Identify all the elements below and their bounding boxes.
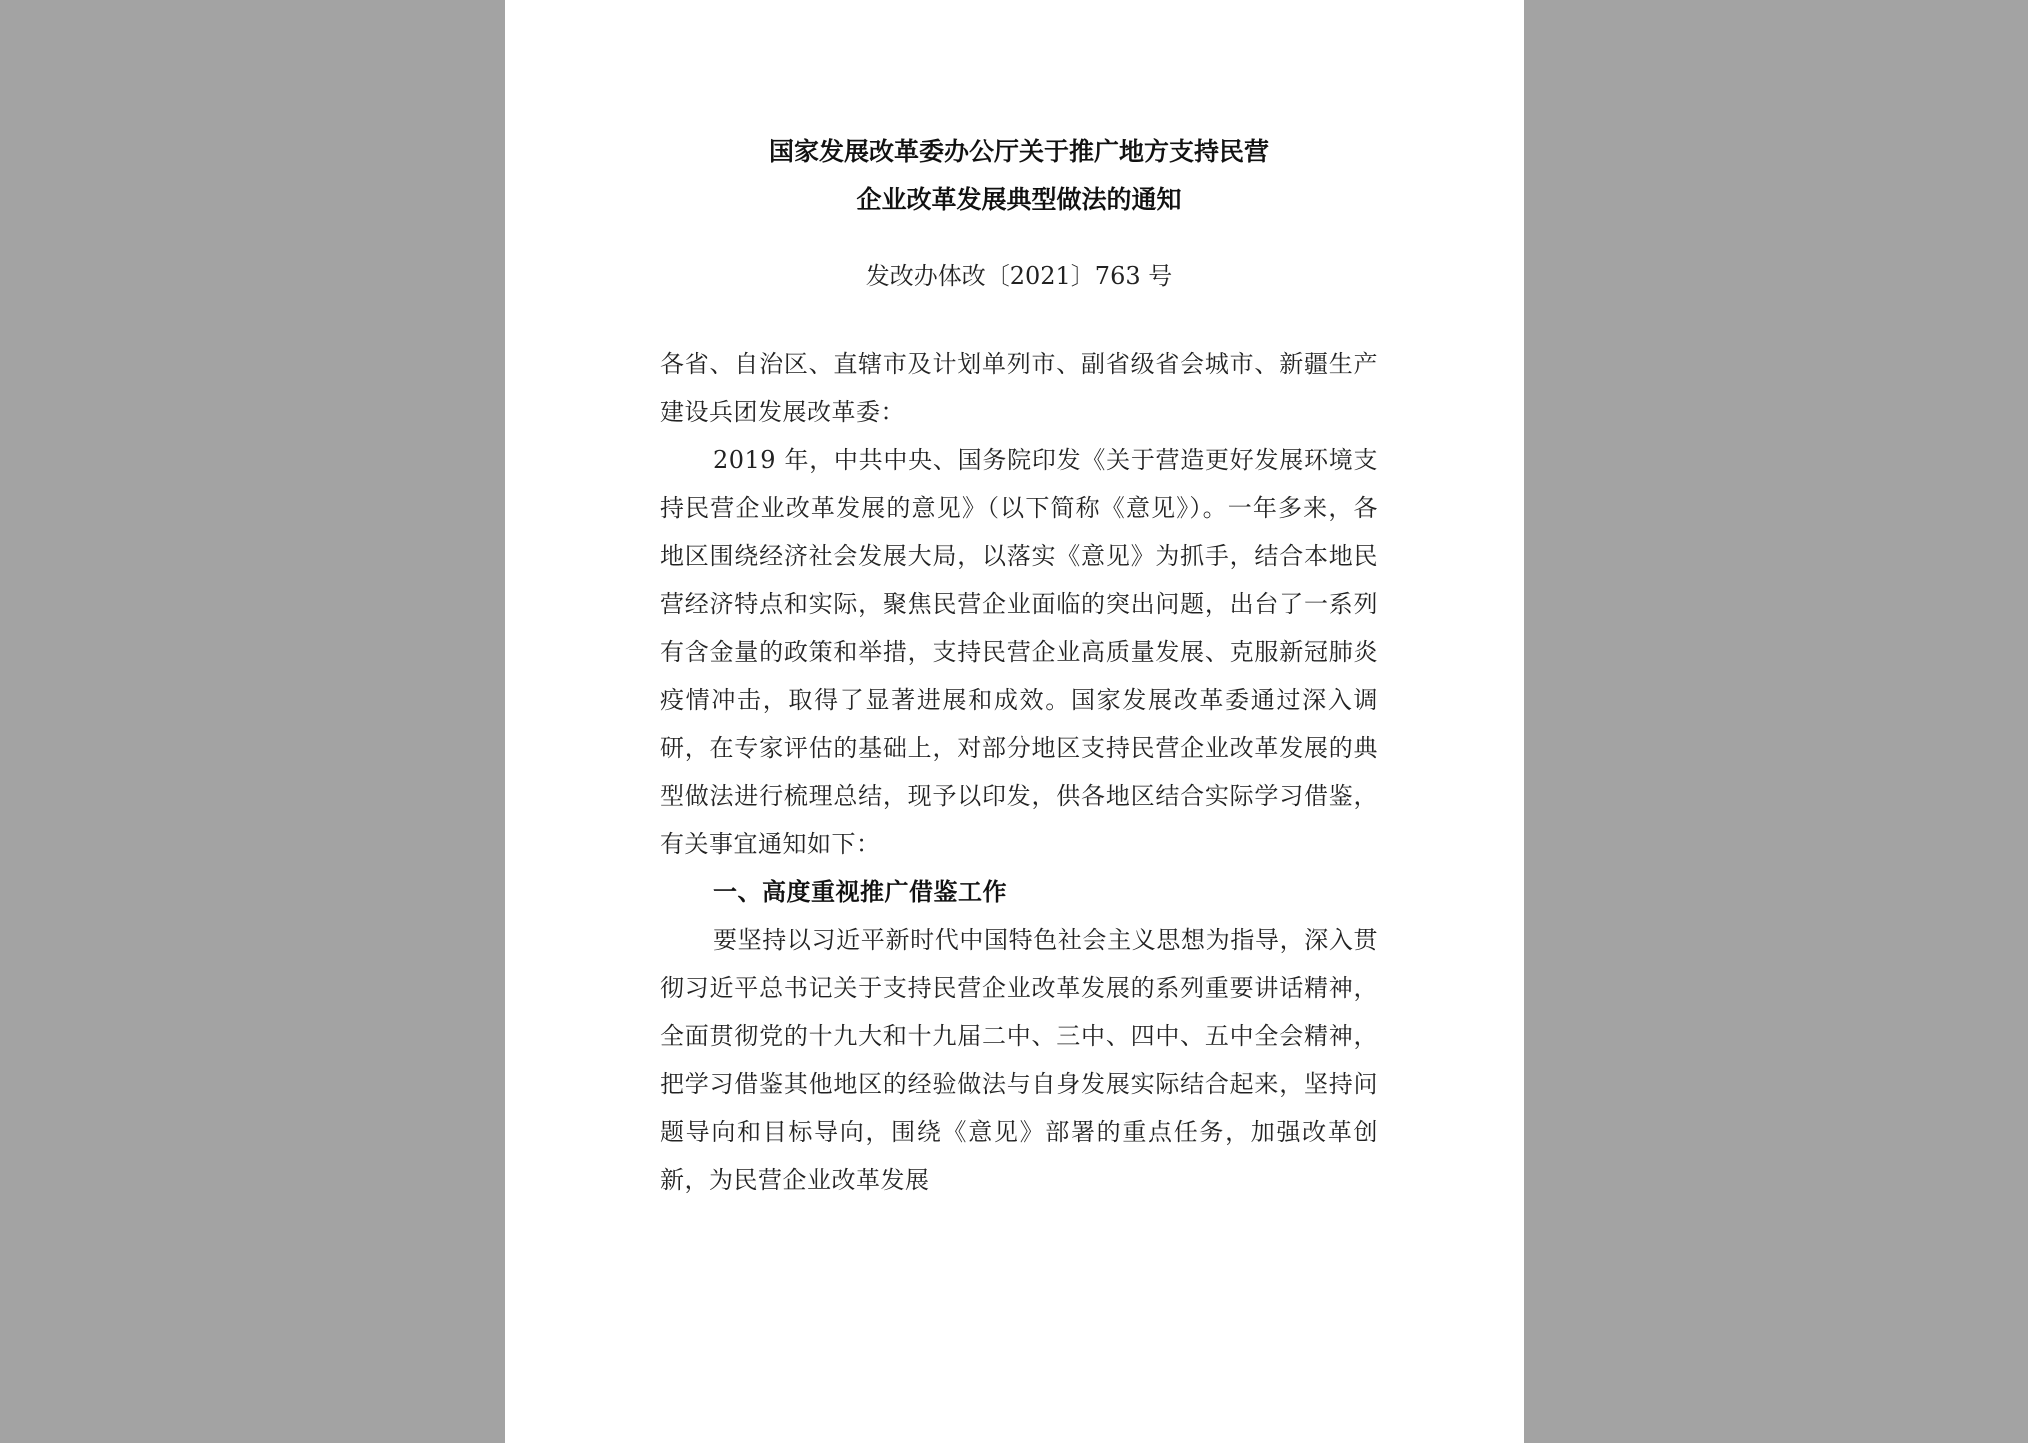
addressee-paragraph: 各省、自治区、直辖市及计划单列市、副省级省会城市、新疆生产建设兵团发展改革委：: [660, 350, 1378, 426]
document-page: [505, 0, 1524, 1443]
document-content: [660, 128, 1378, 1204]
document-body: [660, 340, 1378, 1204]
document-title-line-2: 企业改革发展典型做法的通知: [856, 185, 1182, 214]
section-paragraph: 要坚持以习近平新时代中国特色社会主义思想为指导，深入贯彻习近平总书记关于支持民营企业改革发展的系列重要讲话精神，全面贯彻党的十九大和十九届二中、三中、四中、五中全会精神，把学习借鉴其他地区的经验做法与自身发展实际结合起来，坚持问题导向和目标导向，围绕《意见》部署的重点任务，加强改革创新，为民营企业改革发展: [660, 926, 1378, 1194]
intro-paragraph: 2019 年，中共中央、国务院印发《关于营造更好发展环境支持民营企业改革发展的意见》（以下简称《意见》）。一年多来，各地区围绕经济社会发展大局，以落实《意见》为抓手，结合本地民营经济特点和实际，聚焦民营企业面临的突出问题，出台了一系列有含金量的政策和举措，支持民营企业高质量发展、克服新冠肺炎疫情冲击，取得了显著进展和成效。国家发展改革委通过深入调研，在专家评估的基础上，对部分地区支持民营企业改革发展的典型做法进行梳理总结，现予以印发，供各地区结合实际学习借鉴，有关事宜通知如下：: [660, 446, 1378, 858]
section-heading: 一、高度重视推广借鉴工作: [713, 878, 1007, 906]
document-number: 发改办体改〔2021〕763 号: [865, 262, 1173, 290]
document-title-line-1: 国家发展改革委办公厅关于推广地方支持民营: [768, 137, 1269, 166]
